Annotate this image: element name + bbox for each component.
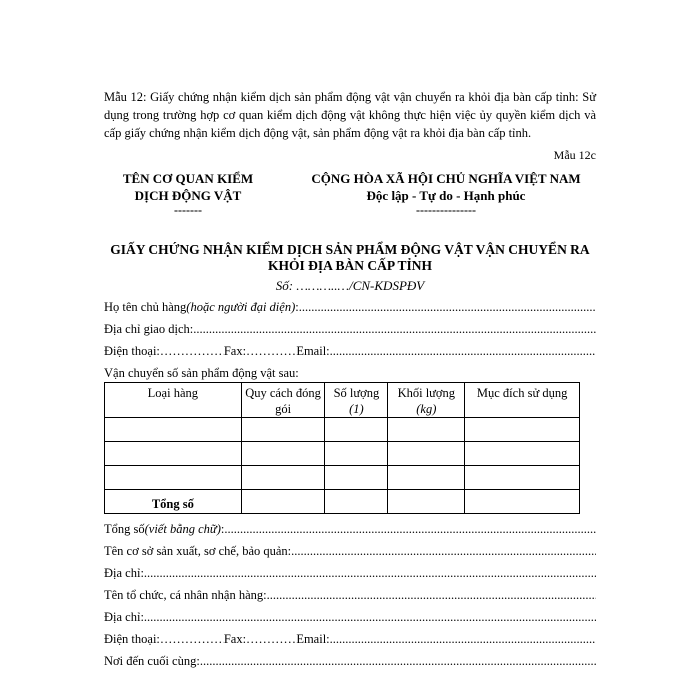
table-cell[interactable]: [105, 418, 242, 442]
receiver-phone-fill: [160, 628, 224, 650]
national-slogan: Độc lập - Tự do - Hạnh phúc: [366, 188, 526, 203]
facility-address-field[interactable]: [104, 562, 596, 584]
owner-name-label: Họ tên chủ hàng: [104, 300, 187, 314]
certificate-title: [104, 242, 596, 274]
table-cell[interactable]: [465, 442, 580, 466]
phone-label: Điện thoại:: [104, 344, 160, 358]
owner-name-fill: [299, 296, 596, 318]
fax-label: Fax:: [223, 344, 247, 358]
header-goods: Loại hàng: [105, 383, 242, 418]
table-row[interactable]: [105, 442, 580, 466]
national-name: CỘNG HÒA XÃ HỘI CHỦ NGHĨA VIỆT NAM: [311, 171, 581, 186]
table-cell[interactable]: [105, 466, 242, 490]
form-code: Mẫu 12c: [553, 148, 596, 162]
destination-fill: [200, 650, 596, 672]
owner-name-colon: :: [295, 300, 299, 314]
facility-address-label: Địa chỉ:: [104, 566, 144, 580]
agency-line-2: DỊCH ĐỘNG VẬT: [134, 188, 242, 203]
table-cell[interactable]: [388, 490, 465, 514]
address-label: Địa chỉ giao dịch:: [104, 322, 194, 336]
total-label: Tổng số: [105, 490, 242, 514]
header-quantity-note: (1): [349, 402, 364, 416]
receiver-address-field[interactable]: [104, 606, 596, 628]
header-weight: [388, 383, 465, 418]
agency-line-1: TÊN CƠ QUAN KIỂM: [122, 171, 254, 186]
header-packing: Quy cách đóng gói: [241, 383, 325, 418]
table-cell[interactable]: [465, 466, 580, 490]
table-cell[interactable]: [241, 442, 325, 466]
table-cell[interactable]: [388, 418, 465, 442]
motto-dash: ---------------: [416, 203, 476, 217]
document-page: [104, 88, 596, 672]
facility-name-label: Tên cơ sở sản xuất, sơ chế, bảo quản:: [104, 544, 292, 558]
title-line-2: KHỎI ĐỊA BÀN CẤP TỈNH: [267, 258, 433, 273]
receiver-phone-label: Điện thoại:: [104, 632, 160, 646]
address-fill: [193, 318, 596, 340]
table-cell[interactable]: [241, 490, 325, 514]
header-weight-label: Khối lượng: [397, 386, 456, 400]
table-cell[interactable]: [325, 418, 388, 442]
receiver-name-field[interactable]: [104, 584, 596, 606]
receiver-name-label: Tên tổ chức, cá nhân nhận hàng:: [104, 588, 267, 602]
table-total-row[interactable]: [105, 490, 580, 514]
fax-fill: [246, 340, 296, 362]
table-cell[interactable]: [241, 466, 325, 490]
total-words-label: Tổng số: [104, 522, 145, 536]
document-header: [104, 170, 596, 216]
destination-field[interactable]: [104, 650, 596, 672]
contact-field[interactable]: [104, 340, 596, 362]
facility-address-fill: [144, 562, 596, 584]
header-quantity: [325, 383, 388, 418]
owner-name-field[interactable]: [104, 296, 596, 318]
total-words-colon: :: [220, 522, 225, 536]
agency-block: [104, 170, 272, 216]
receiver-address-fill: [144, 606, 596, 628]
receiver-name-fill: [267, 584, 596, 606]
table-cell[interactable]: [325, 466, 388, 490]
table-cell[interactable]: [388, 466, 465, 490]
table-cell[interactable]: [465, 418, 580, 442]
receiver-email-label: Email:: [296, 632, 330, 646]
facility-name-fill: [291, 540, 596, 562]
table-header-row: [105, 383, 580, 418]
certificate-number: Số: ………..…/CN-KDSPĐV: [275, 278, 425, 293]
table-caption: Vận chuyển số sản phẩm động vật sau:: [104, 366, 299, 380]
receiver-fax-label: Fax:: [223, 632, 247, 646]
owner-name-label-note: (hoặc người đại diện): [186, 300, 296, 314]
address-field[interactable]: [104, 318, 596, 340]
header-purpose: Mục đích sử dụng: [465, 383, 580, 418]
goods-table: [104, 382, 580, 514]
table-cell[interactable]: [325, 442, 388, 466]
table-cell[interactable]: [388, 442, 465, 466]
receiver-email-fill: [330, 628, 596, 650]
destination-label: Nơi đến cuối cùng:: [104, 654, 200, 668]
receiver-contact-field[interactable]: [104, 628, 596, 650]
table-cell[interactable]: [241, 418, 325, 442]
total-words-note: (viết bằng chữ): [144, 522, 221, 536]
phone-fill: [160, 340, 224, 362]
title-line-1: GIẤY CHỨNG NHẬN KIỂM DỊCH SẢN PHẨM ĐỘNG VẬT VẬN CHUYỂN RA: [110, 242, 590, 257]
table-cell[interactable]: [325, 490, 388, 514]
national-motto-block: [296, 170, 596, 216]
email-fill: [330, 340, 596, 362]
header-weight-note: (kg): [416, 402, 437, 416]
table-row[interactable]: [105, 466, 580, 490]
after-table-fields: [104, 518, 596, 672]
receiver-fax-fill: [246, 628, 296, 650]
agency-dash: -------: [174, 203, 202, 217]
table-row[interactable]: [105, 418, 580, 442]
intro-paragraph: Mẫu 12: Giấy chứng nhận kiểm dịch sản phẩm động vật vận chuyển ra khỏi địa bàn cấp tỉnh: Sử dụng trong trường hợp cơ quan kiểm dịch động vật không thực hiện việc ủy quyền kiểm dịch và cấp giấy chứng nhận kiểm dịch động vật, sản phẩm động vật ra khỏi địa bàn cấp tỉnh.: [104, 90, 596, 140]
email-label: Email:: [296, 344, 330, 358]
table-cell[interactable]: [105, 442, 242, 466]
total-words-fill: [224, 518, 596, 540]
total-in-words-field[interactable]: [104, 518, 596, 540]
facility-name-field[interactable]: [104, 540, 596, 562]
header-quantity-label: Số lượng: [333, 386, 380, 400]
table-cell[interactable]: [465, 490, 580, 514]
receiver-address-label: Địa chỉ:: [104, 610, 144, 624]
